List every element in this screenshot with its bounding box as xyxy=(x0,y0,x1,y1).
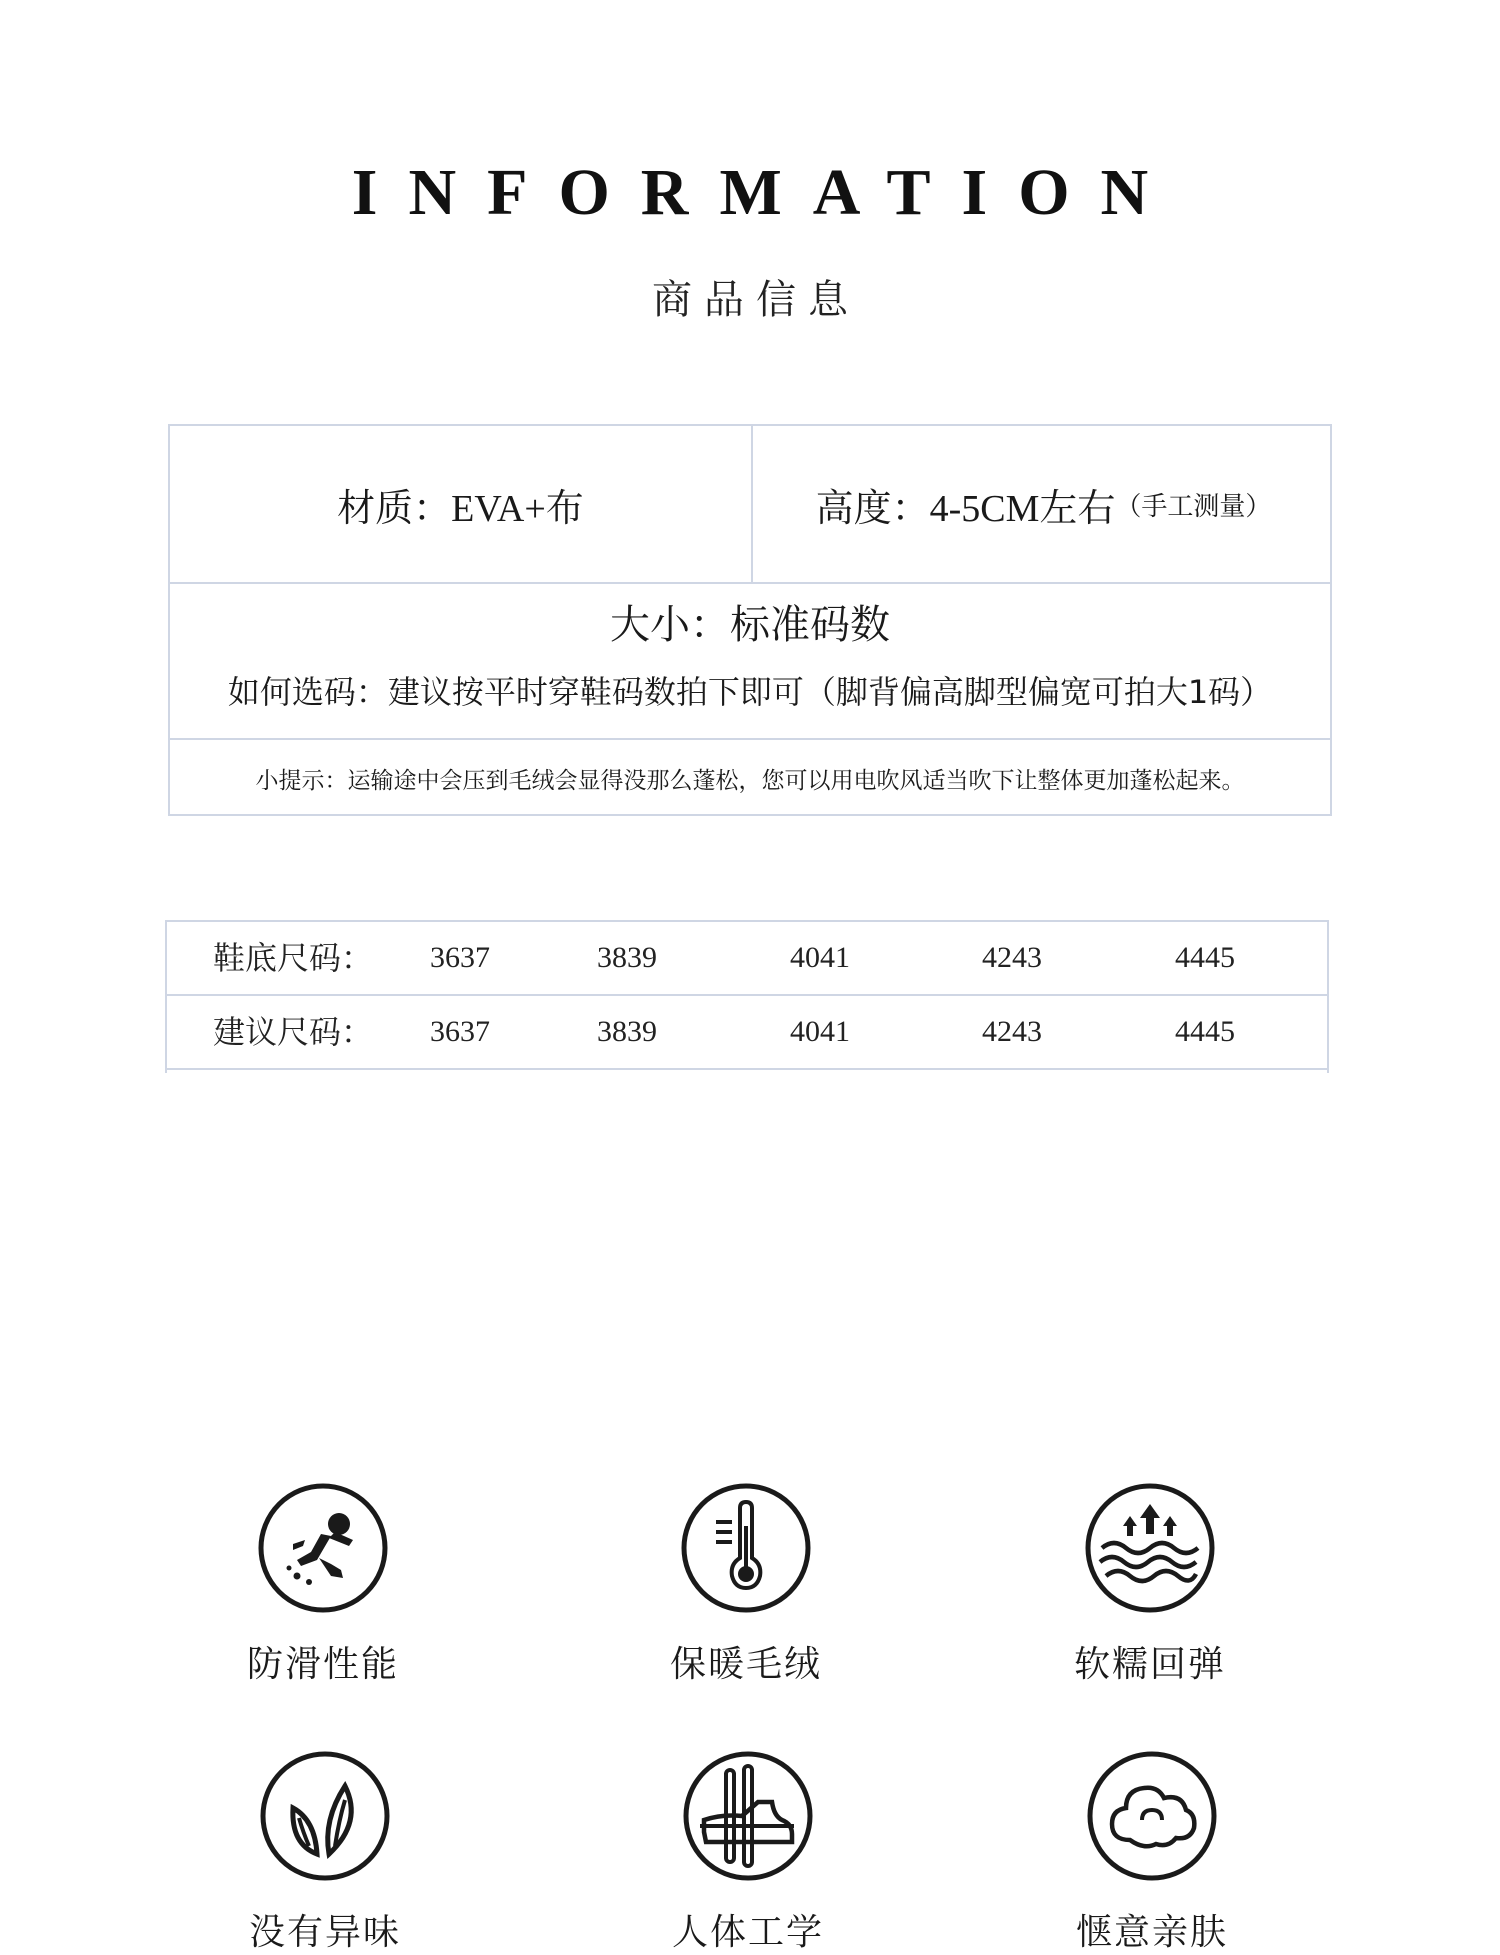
thermometer-icon xyxy=(680,1482,812,1614)
material-text: 材质：EVA+布 xyxy=(337,487,584,530)
table-row xyxy=(167,996,1327,1068)
size-cell: 3637 xyxy=(430,941,490,974)
feature-warm-plush xyxy=(596,1482,896,1687)
feature-label: 人体工学 xyxy=(671,1912,824,1953)
size-cell: 3637 xyxy=(430,1015,490,1048)
feature-ergonomic xyxy=(598,1750,898,1955)
feature-label: 惬意亲肤 xyxy=(1075,1912,1228,1953)
anti-slip-icon xyxy=(257,1482,389,1614)
material-cell xyxy=(170,426,751,582)
ergonomic-shoe-icon xyxy=(682,1750,814,1882)
shipping-tip: 小提示：运输途中会压到毛绒会显得没那么蓬松，您可以用电吹风适当吹下让整体更加蓬松起来。 xyxy=(255,767,1245,794)
feature-label: 软糯回弹 xyxy=(1073,1644,1226,1685)
feature-label: 没有异味 xyxy=(248,1912,401,1953)
page-title-en: INFORMATION xyxy=(351,156,1180,229)
row-label: 鞋底尺码： xyxy=(213,939,374,977)
page-title-cn: 商品信息 xyxy=(652,277,860,323)
rebound-arrows-icon xyxy=(1084,1482,1216,1614)
size-cell: 3839 xyxy=(597,1015,657,1048)
feature-label: 保暖毛绒 xyxy=(669,1644,822,1685)
product-info-box xyxy=(168,424,1332,816)
cloud-icon xyxy=(1086,1750,1218,1882)
table-divider xyxy=(167,1068,1327,1070)
row-label: 建议尺码： xyxy=(213,1013,374,1051)
height-note: （手工测量） xyxy=(1115,491,1272,522)
size-cell: 4243 xyxy=(982,941,1042,974)
feature-soft-rebound xyxy=(1000,1482,1300,1687)
size-standard: 大小：标准码数 xyxy=(610,602,890,648)
feature-skin-friendly xyxy=(1002,1750,1302,1955)
size-cell: 3839 xyxy=(597,941,657,974)
height-cell xyxy=(753,426,1334,582)
feature-label: 防滑性能 xyxy=(246,1644,399,1685)
size-cell: 4445 xyxy=(1175,1015,1235,1048)
height-text: 高度：4-5CM左右 xyxy=(815,487,1116,530)
size-cell: 4041 xyxy=(790,1015,850,1048)
feature-no-odor xyxy=(175,1750,475,1955)
size-cell: 4445 xyxy=(1175,941,1235,974)
table-row xyxy=(167,922,1327,994)
size-guide: 如何选码：建议按平时穿鞋码数拍下即可（脚背偏高脚型偏宽可拍大1码） xyxy=(227,673,1273,711)
size-table xyxy=(165,920,1329,1073)
leaf-icon xyxy=(259,1750,391,1882)
size-cell: 4041 xyxy=(790,941,850,974)
feature-anti-slip xyxy=(173,1482,473,1687)
size-cell: 4243 xyxy=(982,1015,1042,1048)
